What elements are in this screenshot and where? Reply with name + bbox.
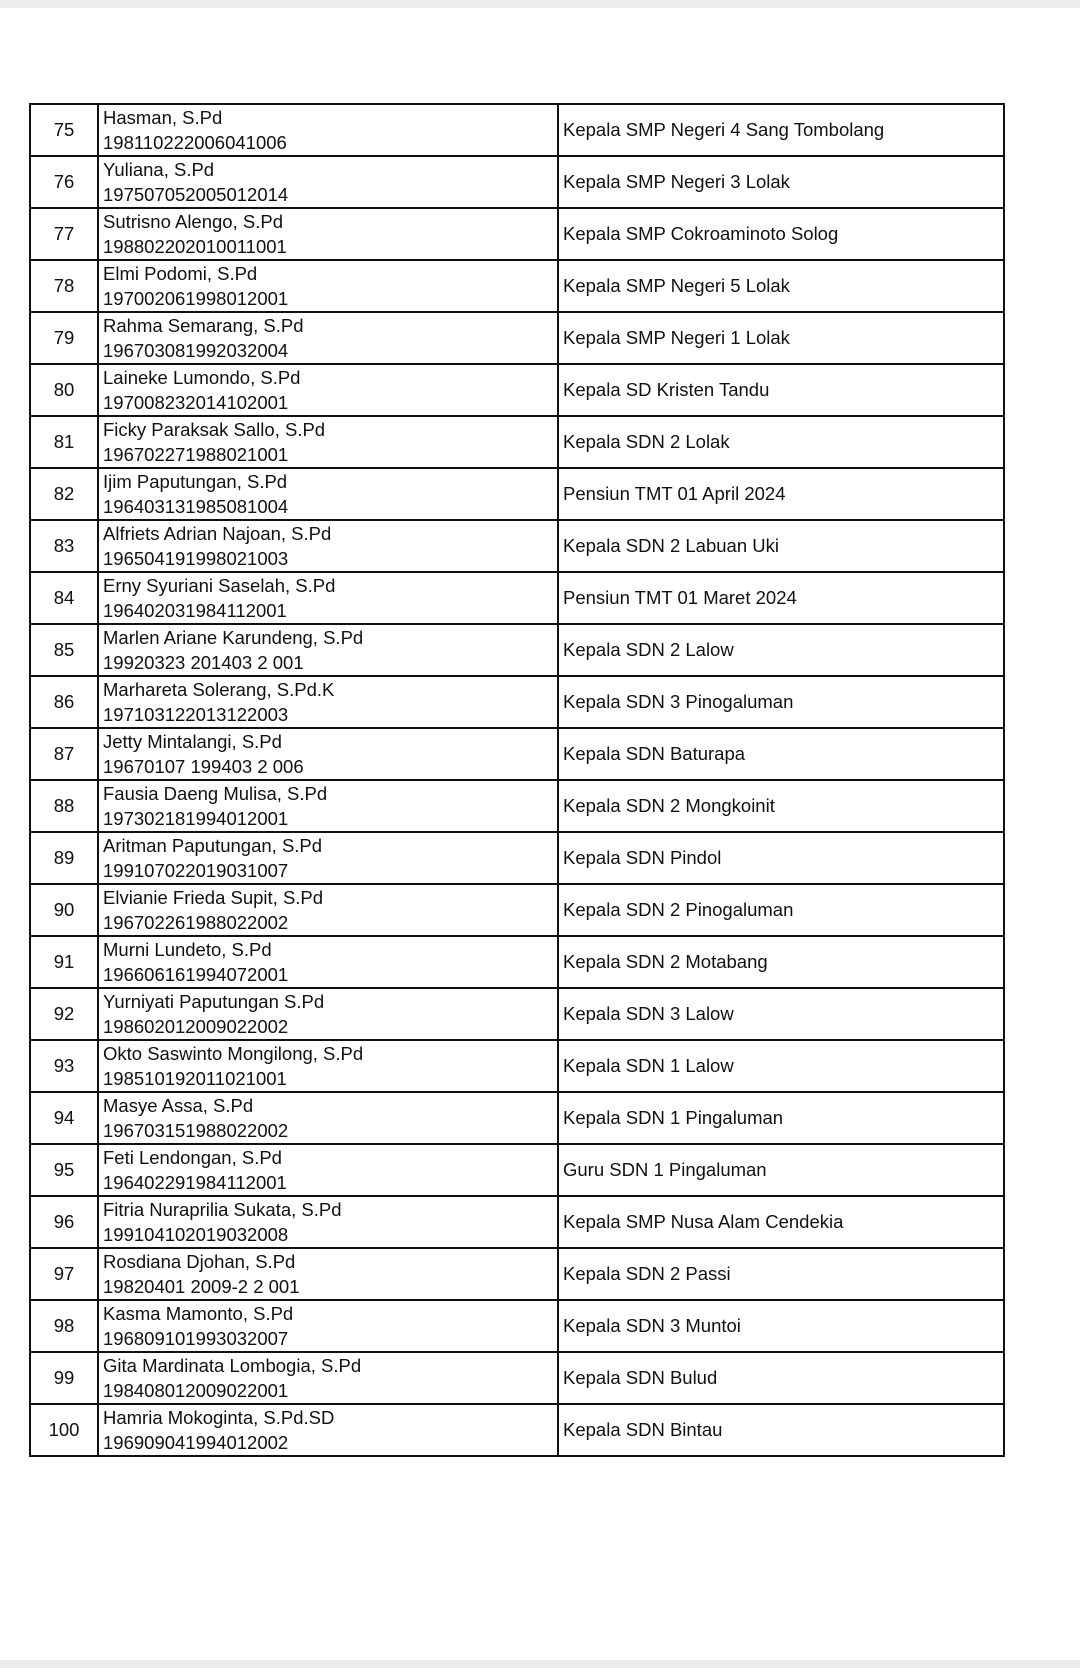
person-name: Fausia Daeng Mulisa, S.Pd [103,783,328,804]
person-nip: 197507052005012014 [103,184,289,205]
position-cell: Kepala SMP Negeri 1 Lolak [558,312,1004,364]
row-number: 95 [30,1144,98,1196]
person-cell [98,780,558,832]
row-number: 77 [30,208,98,260]
table-row [30,988,1004,1040]
person-cell [98,1300,558,1352]
table-row [30,1092,1004,1144]
row-number: 79 [30,312,98,364]
position-cell: Kepala SDN 3 Pinogaluman [558,676,1004,728]
row-number: 92 [30,988,98,1040]
person-name: Rahma Semarang, S.Pd [103,315,304,336]
person-name: Sutrisno Alengo, S.Pd [103,211,283,232]
person-nip: 196504191998021003 [103,548,289,569]
person-name: Elvianie Frieda Supit, S.Pd [103,887,324,908]
person-cell [98,1404,558,1456]
person-cell [98,1248,558,1300]
row-number: 90 [30,884,98,936]
staff-table [29,103,1005,1457]
person-nip: 196809101993032007 [103,1328,289,1349]
row-number: 89 [30,832,98,884]
table-row [30,572,1004,624]
person-name: Hasman, S.Pd [103,107,223,128]
person-cell [98,988,558,1040]
document-page [29,103,1005,1457]
person-nip: 199104102019032008 [103,1224,289,1245]
position-cell: Kepala SMP Cokroaminoto Solog [558,208,1004,260]
person-cell [98,936,558,988]
person-nip: 198110222006041006 [103,132,287,153]
person-nip: 198802202010011001 [103,236,287,257]
person-cell [98,1144,558,1196]
table-row [30,884,1004,936]
person-name: Fitria Nuraprilia Sukata, S.Pd [103,1199,342,1220]
person-nip: 197002061998012001 [103,288,289,309]
row-number: 80 [30,364,98,416]
table-row [30,780,1004,832]
table-row [30,936,1004,988]
person-cell [98,312,558,364]
person-name: Alfriets Adrian Najoan, S.Pd [103,523,332,544]
row-number: 94 [30,1092,98,1144]
table-row [30,468,1004,520]
row-number: 85 [30,624,98,676]
position-cell: Kepala SDN 2 Motabang [558,936,1004,988]
row-number: 86 [30,676,98,728]
person-name: Ijim Paputungan, S.Pd [103,471,288,492]
position-cell: Kepala SDN 2 Lolak [558,416,1004,468]
row-number: 96 [30,1196,98,1248]
person-cell [98,156,558,208]
position-cell: Kepala SMP Negeri 3 Lolak [558,156,1004,208]
row-number: 93 [30,1040,98,1092]
position-cell: Kepala SDN Pindol [558,832,1004,884]
table-row [30,312,1004,364]
position-cell: Kepala SDN 2 Passi [558,1248,1004,1300]
table-row [30,1040,1004,1092]
row-number: 97 [30,1248,98,1300]
person-nip: 19670107 199403 2 006 [103,756,304,777]
person-cell [98,572,558,624]
row-number: 84 [30,572,98,624]
table-row [30,1404,1004,1456]
person-nip: 198602012009022002 [103,1016,289,1037]
person-name: Gita Mardinata Lombogia, S.Pd [103,1355,362,1376]
position-cell: Kepala SDN 1 Lalow [558,1040,1004,1092]
person-nip: 196703151988022002 [103,1120,289,1141]
person-name: Masye Assa, S.Pd [103,1095,254,1116]
person-cell [98,1196,558,1248]
person-name: Ficky Paraksak Sallo, S.Pd [103,419,326,440]
position-cell: Kepala SDN 3 Lalow [558,988,1004,1040]
person-nip: 196702271988021001 [103,444,289,465]
table-row [30,364,1004,416]
position-cell: Kepala SMP Negeri 4 Sang Tombolang [558,104,1004,156]
position-cell: Kepala SDN 1 Pingaluman [558,1092,1004,1144]
person-cell [98,676,558,728]
row-number: 76 [30,156,98,208]
person-nip: 19820401 2009-2 2 001 [103,1276,300,1297]
position-cell: Kepala SDN 3 Muntoi [558,1300,1004,1352]
row-number: 78 [30,260,98,312]
row-number: 91 [30,936,98,988]
person-cell [98,104,558,156]
person-name: Laineke Lumondo, S.Pd [103,367,301,388]
person-nip: 197302181994012001 [103,808,289,829]
person-name: Feti Lendongan, S.Pd [103,1147,282,1168]
top-margin-bar [0,0,1080,8]
person-nip: 197103122013122003 [103,704,289,725]
person-name: Yurniyati Paputungan S.Pd [103,991,325,1012]
person-name: Rosdiana Djohan, S.Pd [103,1251,296,1272]
table-row [30,832,1004,884]
table-row [30,104,1004,156]
row-number: 87 [30,728,98,780]
person-name: Elmi Podomi, S.Pd [103,263,258,284]
position-cell: Pensiun TMT 01 Maret 2024 [558,572,1004,624]
person-cell [98,260,558,312]
person-cell [98,364,558,416]
person-nip: 19920323 201403 2 001 [103,652,304,673]
bottom-margin-bar [0,1660,1080,1668]
person-nip: 198510192011021001 [103,1068,287,1089]
table-row [30,208,1004,260]
person-nip: 198408012009022001 [103,1380,289,1401]
position-cell: Guru SDN 1 Pingaluman [558,1144,1004,1196]
person-name: Kasma Mamonto, S.Pd [103,1303,294,1324]
position-cell: Kepala SDN 2 Labuan Uki [558,520,1004,572]
person-cell [98,416,558,468]
person-cell [98,832,558,884]
person-nip: 196402031984112001 [103,600,287,621]
person-nip: 197008232014102001 [103,392,289,413]
table-row [30,1144,1004,1196]
person-nip: 196703081992032004 [103,340,289,361]
person-name: Jetty Mintalangi, S.Pd [103,731,282,752]
person-cell [98,1352,558,1404]
position-cell: Pensiun TMT 01 April 2024 [558,468,1004,520]
position-cell: Kepala SDN Baturapa [558,728,1004,780]
person-nip: 196606161994072001 [103,964,289,985]
position-cell: Kepala SDN Bulud [558,1352,1004,1404]
position-cell: Kepala SDN 2 Pinogaluman [558,884,1004,936]
table-row [30,260,1004,312]
row-number: 99 [30,1352,98,1404]
table-row [30,1352,1004,1404]
person-name: Marhareta Solerang, S.Pd.K [103,679,335,700]
person-cell [98,624,558,676]
row-number: 100 [30,1404,98,1456]
person-name: Murni Lundeto, S.Pd [103,939,272,960]
table-row [30,1300,1004,1352]
row-number: 75 [30,104,98,156]
table-row [30,156,1004,208]
person-cell [98,1040,558,1092]
person-name: Aritman Paputungan, S.Pd [103,835,323,856]
position-cell: Kepala SD Kristen Tandu [558,364,1004,416]
table-row [30,676,1004,728]
row-number: 81 [30,416,98,468]
position-cell: Kepala SDN 2 Lalow [558,624,1004,676]
person-cell [98,884,558,936]
person-cell [98,1092,558,1144]
person-cell [98,468,558,520]
position-cell: Kepala SDN 2 Mongkoinit [558,780,1004,832]
row-number: 88 [30,780,98,832]
person-cell [98,728,558,780]
position-cell: Kepala SMP Nusa Alam Cendekia [558,1196,1004,1248]
table-row [30,1248,1004,1300]
person-name: Hamria Mokoginta, S.Pd.SD [103,1407,335,1428]
person-name: Yuliana, S.Pd [103,159,215,180]
person-nip: 196702261988022002 [103,912,289,933]
person-nip: 196403131985081004 [103,496,289,517]
row-number: 98 [30,1300,98,1352]
row-number: 82 [30,468,98,520]
staff-table-body [30,104,1004,1456]
person-cell [98,520,558,572]
person-name: Erny Syuriani Saselah, S.Pd [103,575,336,596]
table-row [30,520,1004,572]
position-cell: Kepala SDN Bintau [558,1404,1004,1456]
person-cell [98,208,558,260]
person-nip: 196909041994012002 [103,1432,289,1453]
person-name: Okto Saswinto Mongilong, S.Pd [103,1043,364,1064]
table-row [30,416,1004,468]
position-cell: Kepala SMP Negeri 5 Lolak [558,260,1004,312]
person-nip: 196402291984112001 [103,1172,287,1193]
table-row [30,728,1004,780]
person-name: Marlen Ariane Karundeng, S.Pd [103,627,364,648]
table-row [30,624,1004,676]
person-nip: 199107022019031007 [103,860,289,881]
row-number: 83 [30,520,98,572]
table-row [30,1196,1004,1248]
